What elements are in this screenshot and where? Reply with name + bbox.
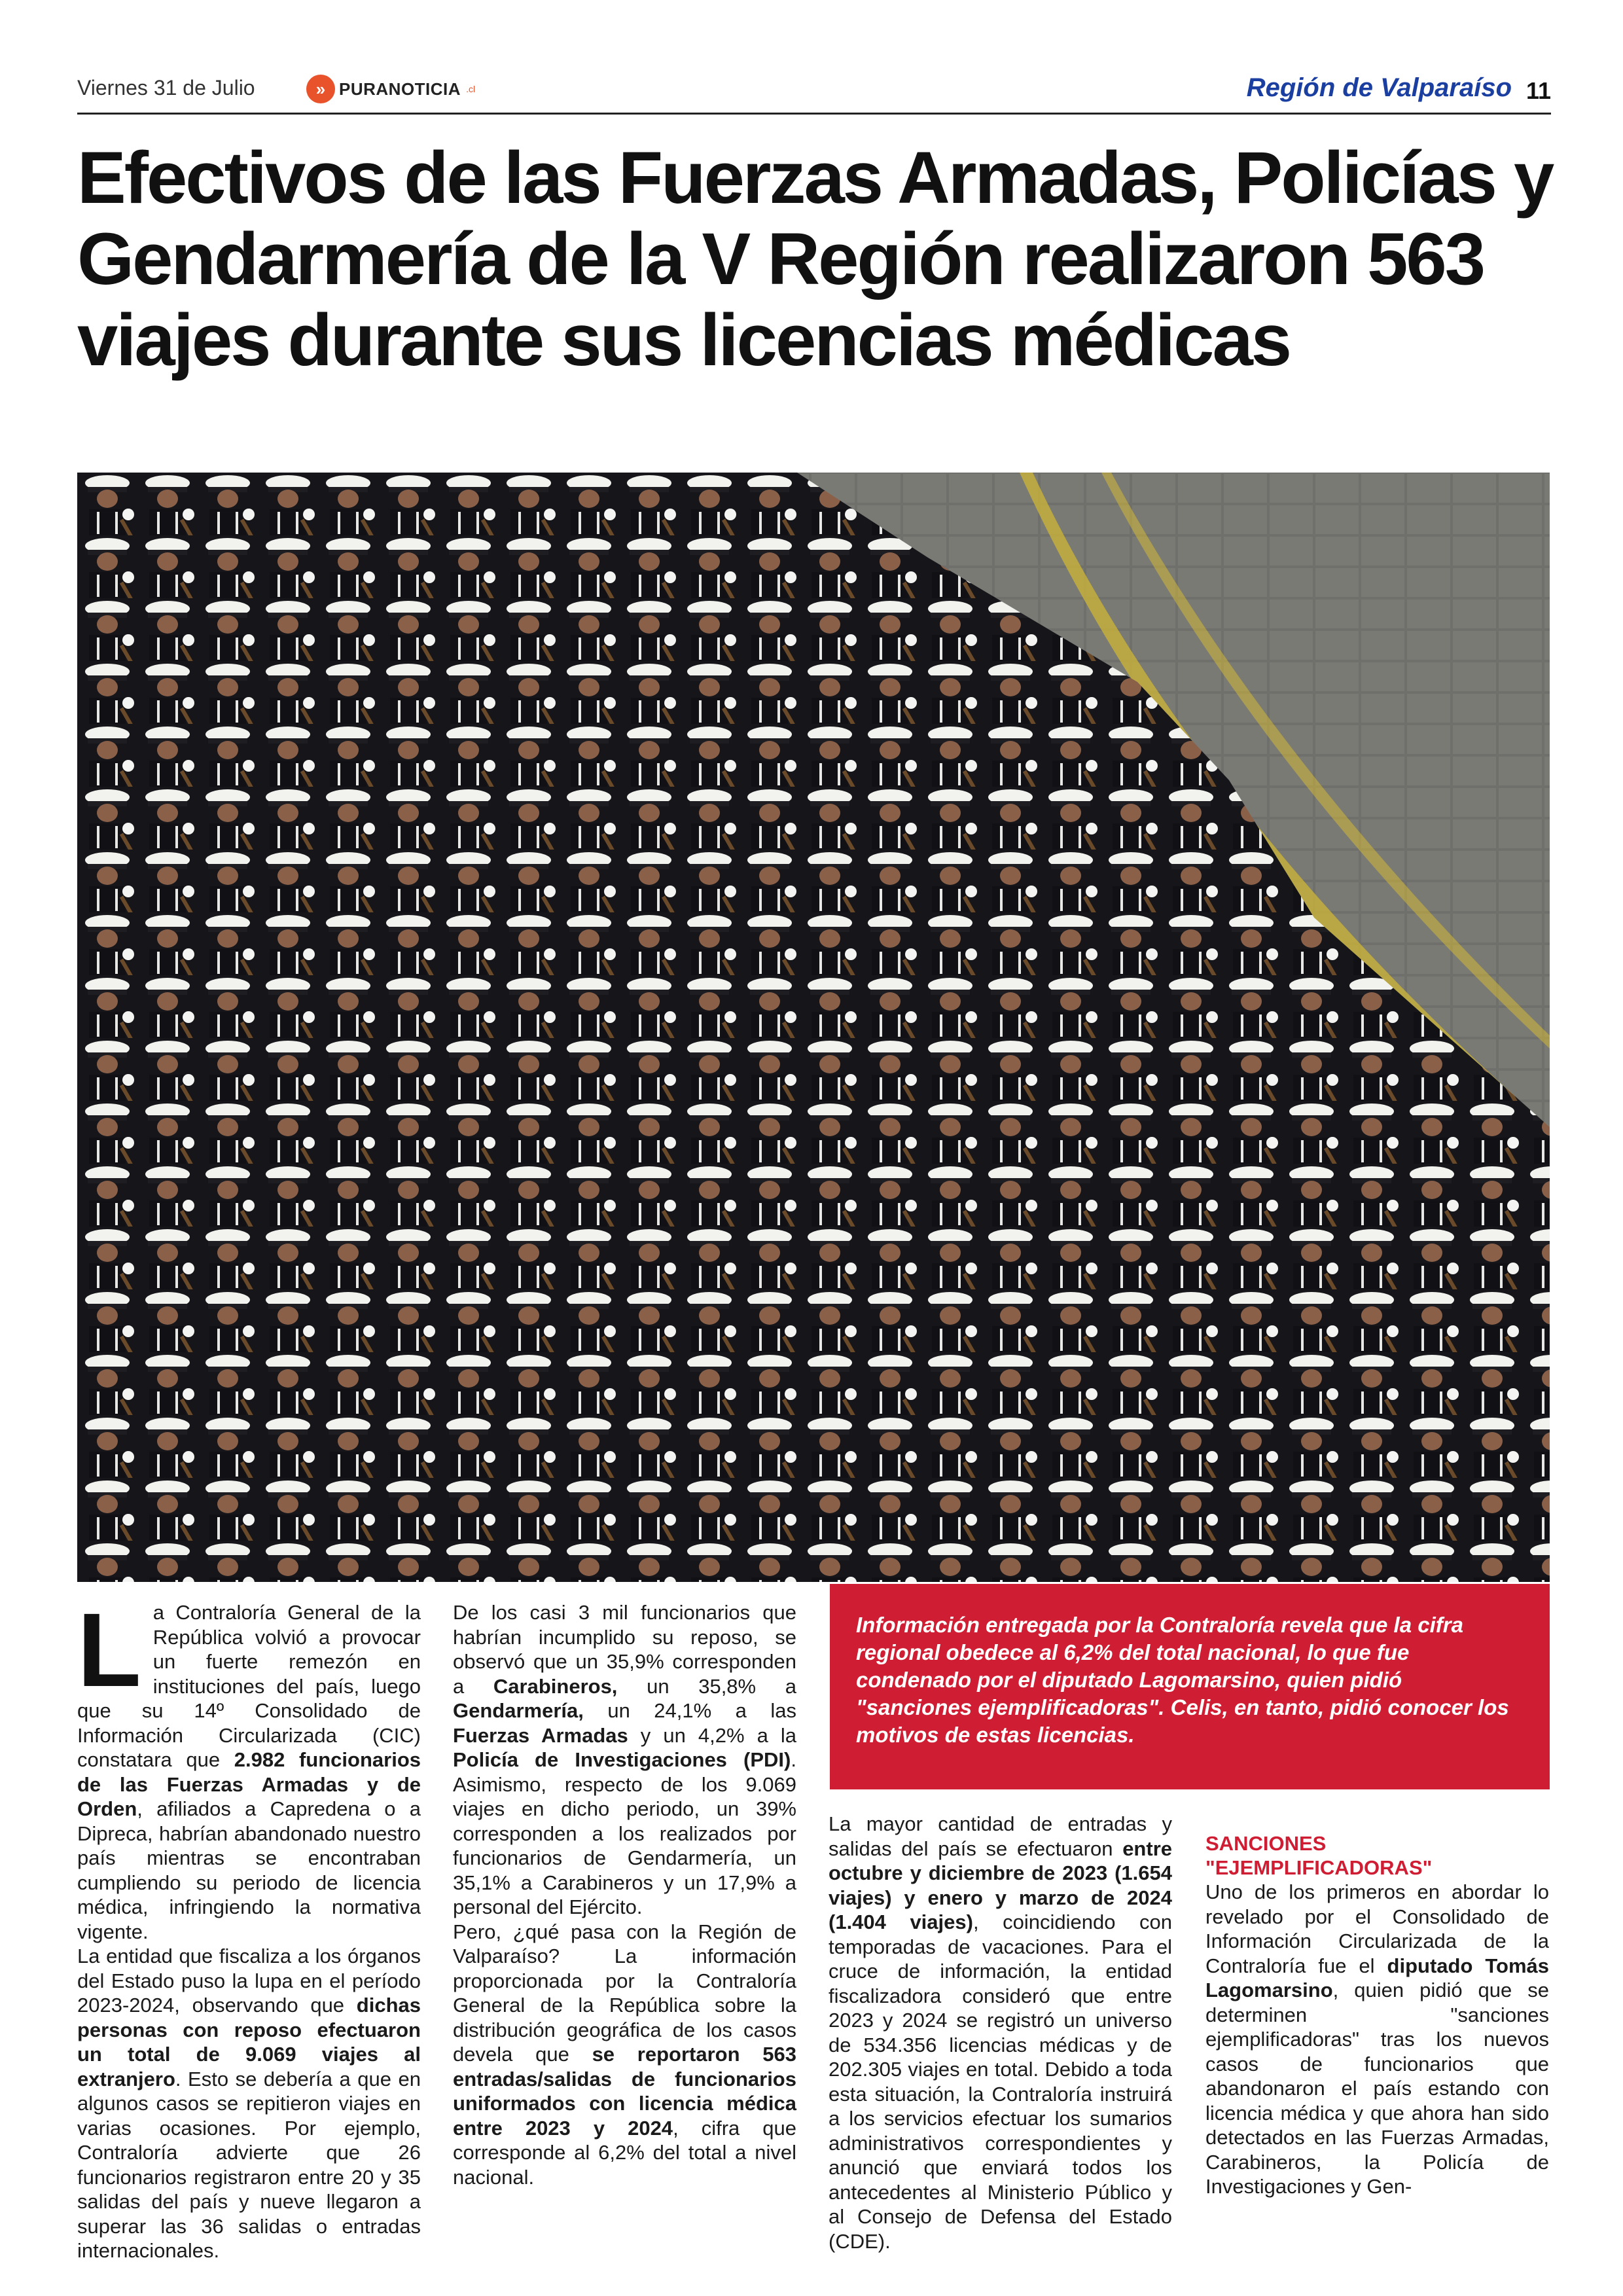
paragraph-5: La mayor cantidad de entradas y salidas del país se efectuaron entre octubre y diciembre de 2023 (1.654 viajes) y enero y marzo de 2024 (1.404 viajes), coincidiendo con temporadas de vacaciones. Para el cruce de información, la entidad fiscalizadora consideró que entre 2023 y 2024 se registró un universo de 534.356 licencias médicas y de 202.305 viajes en total. Debido a toda esta situación, la Contraloría instruirá a los servicios efectuar los sumarios administrativos correspondientes y anunció que enviará todos los antecedentes al Ministerio Público y al Consejo de Defensa del Estado (CDE). <box>829 1812 1172 2253</box>
page-number: 11 <box>1525 77 1551 104</box>
article-column-1 <box>77 1591 421 2263</box>
marching-sailors-photo <box>77 473 1550 1582</box>
article-photo <box>77 473 1550 1582</box>
page-header <box>77 73 1551 113</box>
subhead-sanciones: SANCIONES "EJEMPLIFICADORAS" <box>1205 1832 1433 1879</box>
paragraph-2: La entidad que fiscaliza a los órganos del Estado puso la lupa en el período 2023-2024, observando que dichas personas con reposo efectuaron un total de 9.069 viajes al extranjero. Esto se debería a que en algunos casos se repitieron viajes en varias ocasiones. Por ejemplo, Contraloría advierte que 26 funcionarios registraron entre 20 y 35 salidas del país y nueve llegaron a superar las 36 salidas o entradas internacionales. <box>77 1945 421 2262</box>
drop-cap: L <box>77 1591 141 1708</box>
logo-wordmark: PURANOTICIA <box>339 79 461 99</box>
section-title: Región de Valparaíso <box>1246 73 1512 102</box>
article-column-3 <box>829 1812 1172 2253</box>
article-column-4 <box>1205 1812 1549 2199</box>
logo-suffix: .cl <box>466 84 476 94</box>
issue-date: Viernes 31 de Julio <box>77 76 255 99</box>
header-rule <box>77 113 1551 115</box>
puranoticia-logo <box>306 75 475 103</box>
callout-box: Información entregada por la Contraloría revela que la cifra regional obedece al 6,2% del total nacional, lo que fue condenado por el diputado Lagomarsino, quien pidió "sanciones ejemplificadoras". Celis, en tanto, pidió conocer los motivos de estas licencias. <box>830 1584 1550 1789</box>
article-column-2 <box>453 1600 796 2189</box>
paragraph-4: Pero, ¿qué pasa con la Región de Valparaíso? La información proporcionada por la Contraloría General de la República sobre la distribución geográfica de los casos devela que se reportaron 563 entradas/salidas de funcionarios uniformados con licencia médica entre 2023 y 2024, cifra que corresponde al 6,2% del total a nivel nacional. <box>453 1920 797 2189</box>
paragraph-6: Uno de los primeros en abordar lo revelado por el Consolidado de Información Circularizada de la Contraloría fue el diputado Tomás Lagomarsino, quien pidió que se determinen "sanciones ejemplificadoras" tras los nuevos casos de funcionarios que abandonaron el país estando con licencia médica y que ahora han sido detectados en las Fuerzas Armadas, Carabineros, la Policía de Investigaciones y Gen- <box>1205 1880 1549 2198</box>
logo-arrows-icon: » <box>306 75 335 103</box>
paragraph-3: De los casi 3 mil funcionarios que habrían incumplido su reposo, se observó que un 35,9% corresponden a Carabineros, un 35,8% a Gendarmería, un 24,1% a las Fuerzas Armadas y un 4,2% a la Policía de Investigaciones (PDI). Asimismo, respecto de los 9.069 viajes en dicho periodo, un 39% corresponden a los realizados por funcionarios de Gendarmería, un 35,1% a Carabineros y un 17,9% a personal del Ejército. <box>453 1601 796 1918</box>
paragraph-1: a Contraloría General de la República volvió a provocar un fuerte remezón en instituciones del país, luego que su 14º Consolidado de Información Circularizada (CIC) constatara que 2.982 funcionarios de las Fuerzas Armadas y de Orden, afiliados a Capredena o a Dipreca, habrían abandonado nuestro país mientras se encontraban cumpliendo su periodo de licencia médica, infringiendo la normativa vigente. <box>77 1601 421 1943</box>
article-headline: Efectivos de las Fuerzas Armadas, Policías y Gendarmería de la V Región realizaron 563 viajes durante sus licencias médicas <box>77 137 1553 381</box>
